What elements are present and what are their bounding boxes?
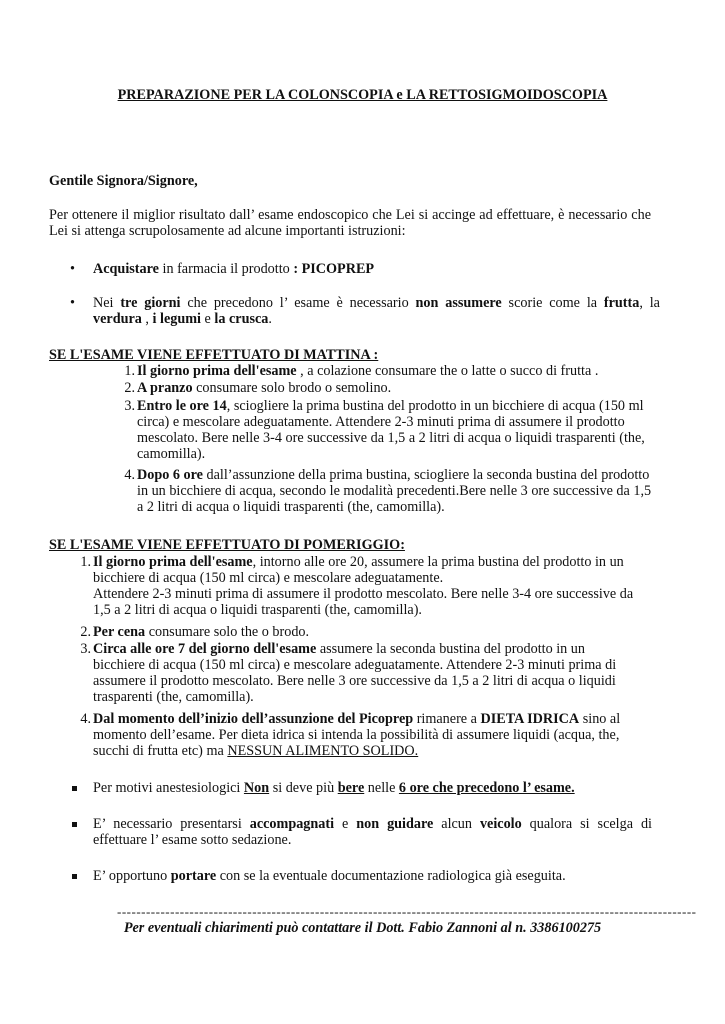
item-number: 3. [124,398,135,414]
note-accompanied [72,816,652,852]
square-bullet-icon [72,874,77,879]
bullet-item-diet [70,295,660,331]
bold-text: non assumere [415,295,502,311]
bold-underlined-text: bere [337,780,365,796]
bold-text: verdura [93,311,142,327]
text: , sciogliere la prima bustina del prodotto in un bicchiere di acqua (150 ml circa) e mescolare adeguatamente. Attendere 2-3 minuti prima di assumere il prodotto mescolato. Bere nelle 3-4 ore successive da 1,5 a 2 litri di acqua o liquidi trasparenti (the, camomilla). [137,398,645,462]
bold-text: Entro le ore 14 [137,398,227,414]
text: si deve più [269,780,338,796]
text: in farmacia il prodotto [158,261,294,277]
underlined-text: NESSUN ALIMENTO SOLIDO. [227,743,419,759]
section-heading-afternoon: SE L'ESAME VIENE EFFETTUATO DI POMERIGGIO: [49,537,405,553]
text: E’ necessario presentarsi [93,816,250,832]
bold-text: non guidare [356,816,434,832]
bullet-text [93,261,660,277]
text: e [334,816,357,832]
afternoon-item-4 [80,711,638,759]
bold-text: portare [170,868,217,884]
item-number: 2. [124,380,135,396]
text: , intorno alle ore 20, assumere la prima bustina del prodotto in un bicchiere di acqua (150 ml circa) e mescolare adeguatamente. [93,554,624,586]
bold-text: Dal momento dell’inizio dell’assunzione del Picoprep [93,711,414,727]
square-bullet-icon [72,822,77,827]
text: con se la eventuale documentazione radiologica già eseguita. [216,868,566,884]
greeting: Gentile Signora/Signore, [49,173,198,189]
afternoon-item-2 [80,624,638,640]
item-number: 2. [80,624,91,640]
bullet-dot-icon: • [70,261,75,277]
text: scorie come la [501,295,604,311]
bullet-text [93,295,660,327]
bold-text: Dopo 6 ore [137,467,203,483]
bold-text: frutta [603,295,640,311]
text: , la [639,295,660,311]
bold-text: i legumi [152,311,201,327]
bold-text: tre giorni [120,295,181,311]
bullet-dot-icon: • [70,295,75,311]
bold-text: Il giorno prima dell'esame [137,363,297,379]
text: alcun [433,816,480,832]
text: Nei [93,295,121,311]
text: e [201,311,215,327]
bold-text: Per cena [93,624,146,640]
text: consumare solo brodo o semolino. [192,380,392,396]
text: rimanere a [413,711,481,727]
text: . [268,311,272,327]
text: qualora si scelga di effettuare l’ esame sotto sedazione. [93,816,652,848]
text: consumare solo the o brodo. [145,624,310,640]
bold-text: DIETA IDRICA [480,711,580,727]
morning-item-1 [124,363,657,379]
bold-text: accompagnati [249,816,335,832]
bullet-item-purchase [70,261,660,281]
bold-text: A pranzo [137,380,193,396]
note-text [93,816,652,848]
note-text [93,868,652,884]
section-heading-morning: SE L'ESAME VIENE EFFETTUATO DI MATTINA : [49,347,379,363]
bold-text: veicolo [479,816,522,832]
text: , a colazione consumare the o latte o succo di frutta . [296,363,599,379]
item-number: 4. [80,711,91,727]
text: che precedono l’ esame è necessario [180,295,416,311]
text: , [141,311,153,327]
item-number: 1. [80,554,91,570]
text: E’ opportuno [93,868,171,884]
text: assumere la seconda bustina del prodotto in un bicchiere di acqua (150 ml circa) e mescolare adeguatamente. Attendere 2-3 minuti prima di assumere il prodotto mescolato. Bere nelle 3 ore successive da 1,5 a 2 litri di acqua o liquidi trasparenti (the, camomilla). [93,641,617,705]
note-anesthesia [72,780,652,800]
bold-text: Acquistare [93,261,159,277]
afternoon-item-3 [80,641,638,705]
bold-underlined-text: 6 ore che precedono l’ esame. [398,780,575,796]
intro-paragraph: Per ottenere il miglior risultato dall’ esame endoscopico che Lei si accinge ad effettuare, è necessario che Lei si attenga scrupolosamente ad alcune importanti istruzioni: [49,207,651,239]
text: Per motivi anestesiologici [93,780,244,796]
contact-line: Per eventuali chiarimenti può contattare il Dott. Fabio Zannoni al n. 3386100275 [123,920,602,936]
bold-underlined-text: Non [243,780,270,796]
square-bullet-icon [72,786,77,791]
note-text [93,780,652,796]
text: dall’assunzione della prima bustina, sciogliere la seconda bustina del prodotto in un bicchiere di acqua, secondo le modalità precedenti.Bere nelle 3 ore successive da 1,5 a 2 litri di acqua o liquidi trasparenti (the, camomilla). [137,467,652,515]
page-title: PREPARAZIONE PER LA COLONSCOPIA e LA RETTOSIGMOIDOSCOPIA [117,87,608,103]
item-number: 4. [124,467,135,483]
bold-text: Circa alle ore 7 del giorno dell'esame [93,641,317,657]
text: sino al momento dell’esame. Per dieta idrica si intenda la possibilità di assumere liquidi (acqua, the, succhi di frutta etc) ma [93,711,621,759]
bold-text: la crusca [214,311,269,327]
morning-item-2 [124,380,657,396]
item-number: 1. [124,363,135,379]
text: Attendere 2-3 minuti prima di assumere il prodotto mescolato. Bere nelle 3-4 ore successive da 1,5 a 2 litri di acqua o liquidi trasparenti (the, camomilla). [93,586,634,618]
morning-item-4 [124,467,657,515]
bold-text: : PICOPREP [293,261,375,277]
morning-item-3 [124,398,657,462]
separator-line: ------------------------------------------------------------------------------------------------------------------------ [117,904,697,919]
note-documentation [72,868,652,888]
item-number: 3. [80,641,91,657]
bold-text: Il giorno prima dell'esame [93,554,253,570]
afternoon-item-1 [80,554,638,618]
text: nelle [364,780,399,796]
